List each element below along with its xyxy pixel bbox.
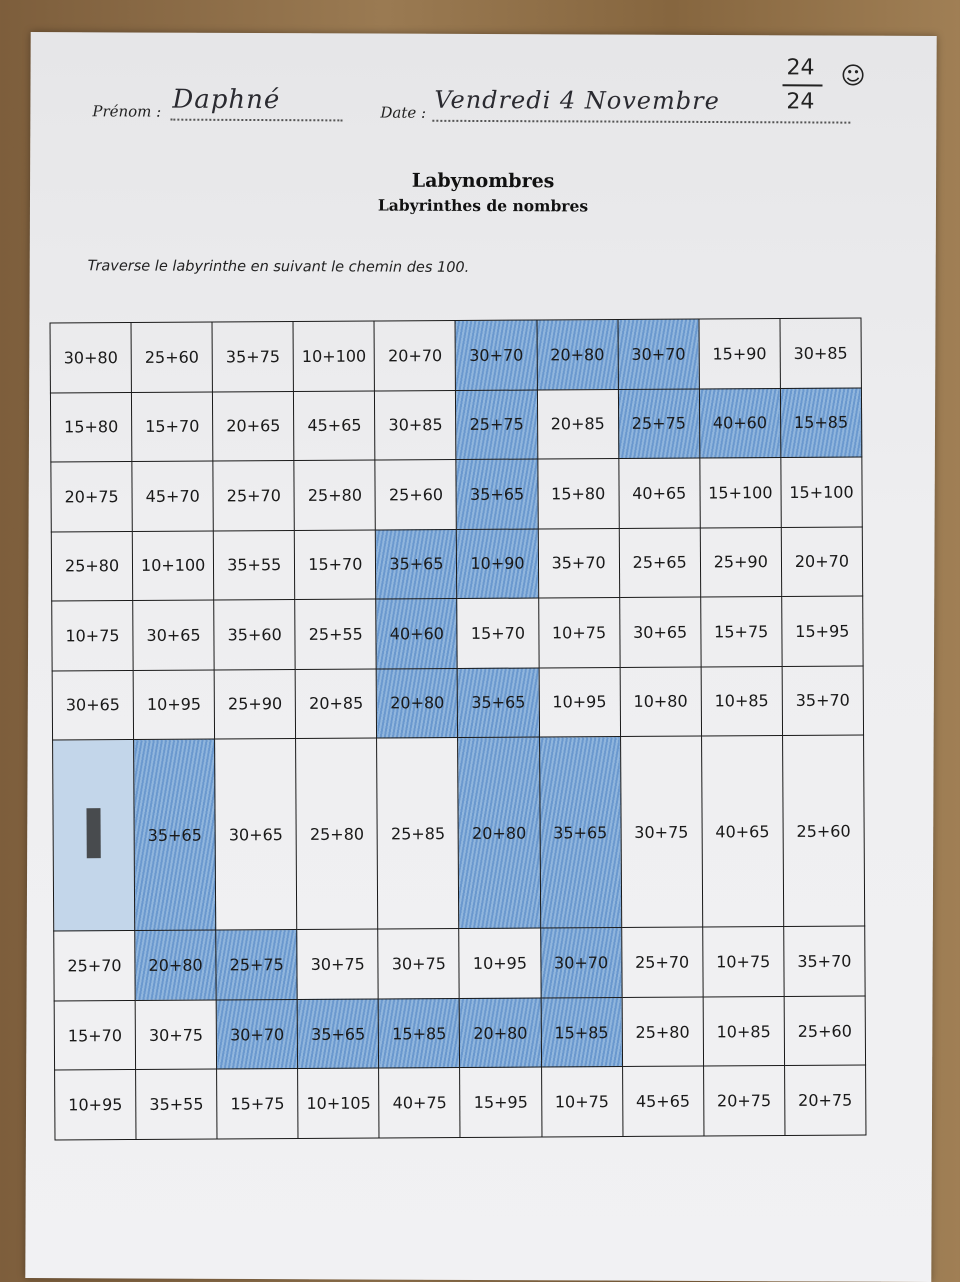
maze-cell: 35+70 [782,666,864,736]
maze-cell-colored: 20+80 [135,930,217,1000]
maze-cell: 20+85 [537,389,619,459]
maze-cell: 20+75 [784,1065,866,1135]
maze-grid [50,318,867,1141]
maze-cell-colored: 20+80 [460,998,542,1068]
maze-cell-colored: 35+65 [376,529,458,599]
maze-cell: 25+60 [782,735,864,927]
maze-cell: 10+105 [298,1068,380,1138]
maze-cell-colored: 15+85 [379,998,461,1068]
maze-cell-colored: 15+85 [780,388,862,458]
maze-cell: 15+100 [781,457,863,527]
score-denominator: 24 [786,89,815,115]
date-dotted-line [432,120,850,124]
instruction-text: Traverse le labyrinthe en suivant le chemin des 100. [87,258,470,276]
maze-cell-colored: 20+80 [377,668,459,738]
maze-cell: 25+85 [377,738,459,930]
maze-cell: 25+80 [296,738,378,930]
maze-cell: 20+70 [374,321,456,391]
maze-cell: 25+70 [621,927,703,997]
maze-cell-colored: 35+65 [456,459,538,529]
maze-row [51,527,862,601]
maze-cell-colored: 10+90 [457,529,539,599]
maze-cell: 30+85 [375,390,457,460]
maze-row [54,926,865,1000]
maze-cell: 10+75 [702,927,784,997]
score-numerator: 24 [786,55,815,81]
prenom-label: Prénom : [92,102,162,121]
maze-row [52,596,863,670]
maze-cell: 40+65 [619,458,701,528]
maze-cell: 15+70 [457,598,539,668]
maze-cell: 35+70 [784,926,866,996]
maze-row [51,457,862,531]
maze-cell: 30+65 [215,739,297,931]
maze-cell-colored: 20+80 [537,320,619,390]
maze-cell: 25+80 [622,997,704,1067]
maze-cell: 30+65 [619,597,701,667]
maze-cell: 40+75 [379,1068,461,1138]
maze-cell-colored: 35+65 [458,668,540,738]
maze-row [50,388,861,462]
maze-cell: 25+55 [295,599,377,669]
maze-cell: 45+65 [622,1066,704,1136]
maze-cell: 15+95 [782,596,864,666]
maze-cell: 30+65 [133,600,215,670]
maze-cell: 15+70 [295,530,377,600]
maze-cell: 35+60 [214,600,296,670]
maze-cell-colored: 25+75 [216,930,298,1000]
maze-cell: 35+55 [136,1069,218,1139]
maze-cell: 25+90 [700,527,782,597]
maze-cell: 30+85 [780,318,862,388]
maze-cell: 10+75 [538,598,620,668]
maze-cell: 25+60 [784,996,866,1066]
maze-cell: 10+95 [133,670,215,740]
maze-cell [53,740,135,932]
maze-cell-colored: 35+65 [297,999,379,1069]
maze-cell: 15+100 [700,458,782,528]
maze-cell: 45+70 [132,461,214,531]
prenom-dotted-line [170,119,342,122]
maze-cell: 15+70 [54,1000,136,1070]
maze-cell: 30+80 [50,322,132,392]
maze-cell: 15+75 [700,597,782,667]
maze-cell: 10+75 [52,601,134,671]
maze-cell: 25+70 [213,461,295,531]
maze-row [55,1065,866,1139]
maze-cell-colored: 15+85 [541,997,623,1067]
maze-cell: 10+100 [293,321,375,391]
maze-cell: 25+60 [375,460,457,530]
date-label: Date : [380,103,427,122]
maze-cell: 30+75 [378,929,460,999]
maze-cell: 15+80 [50,392,132,462]
maze-cell: 25+65 [619,528,701,598]
maze-row [53,735,865,931]
maze-cell: 15+90 [699,319,781,389]
maze-cell-colored: 35+65 [539,737,621,929]
maze-cell: 15+80 [537,459,619,529]
maze-cell: 10+75 [541,1067,623,1137]
maze-cell: 30+65 [52,670,134,740]
maze-row [52,666,863,740]
date-handwritten: Vendredi 4 Novembre [434,85,720,116]
maze-cell: 30+75 [620,736,702,928]
maze-cell: 15+70 [132,392,214,462]
page-title: Labynombres [411,169,555,193]
maze-cell: 30+75 [135,1000,217,1070]
maze-cell: 20+75 [703,1066,785,1136]
maze-cell: 20+85 [295,669,377,739]
page-subtitle: Labyrinthes de nombres [377,195,589,216]
maze-row [50,318,861,392]
maze-cell: 10+85 [703,996,785,1066]
maze-cell-colored: 25+75 [618,389,700,459]
maze-cell-colored: 30+70 [540,928,622,998]
maze-cell: 30+75 [297,929,379,999]
maze-cell: 25+80 [294,460,376,530]
maze-cell-colored: 30+70 [216,999,298,1069]
maze-cell: 35+55 [213,530,295,600]
prenom-handwritten: Daphné [172,84,281,116]
maze-cell: 35+70 [538,528,620,598]
maze-cell: 10+95 [539,667,621,737]
maze-cell-colored: 40+60 [699,388,781,458]
maze-cell: 15+95 [460,1067,542,1137]
maze-cell-colored: 35+65 [134,739,216,931]
maze-cell: 25+80 [51,531,133,601]
maze-cell: 45+65 [294,391,376,461]
maze-cell: 10+100 [132,531,214,601]
maze-cell: 20+70 [781,527,863,597]
maze-cell: 10+95 [55,1070,137,1140]
erased-mark [87,808,101,858]
maze-cell: 20+75 [51,462,133,532]
maze-cell-colored: 20+80 [458,737,540,929]
score-fraction-bar [782,84,822,86]
maze-cell: 25+90 [214,669,296,739]
maze-cell: 35+75 [212,321,294,391]
maze-cell: 25+60 [131,322,213,392]
maze-cell: 15+75 [217,1069,299,1139]
maze-cell-colored: 40+60 [376,599,458,669]
maze-cell: 10+85 [701,666,783,736]
maze-cell-colored: 25+75 [456,390,538,460]
maze-cell: 20+65 [213,391,295,461]
maze-row [54,996,865,1070]
maze-cell-colored: 30+70 [455,320,537,390]
maze-cell: 40+65 [701,736,783,928]
maze-cell-colored: 30+70 [618,319,700,389]
smiley-icon: ☺ [840,61,866,90]
maze-cell: 10+80 [620,667,702,737]
maze-cell: 10+95 [459,928,541,998]
maze-cell: 25+70 [54,931,136,1001]
